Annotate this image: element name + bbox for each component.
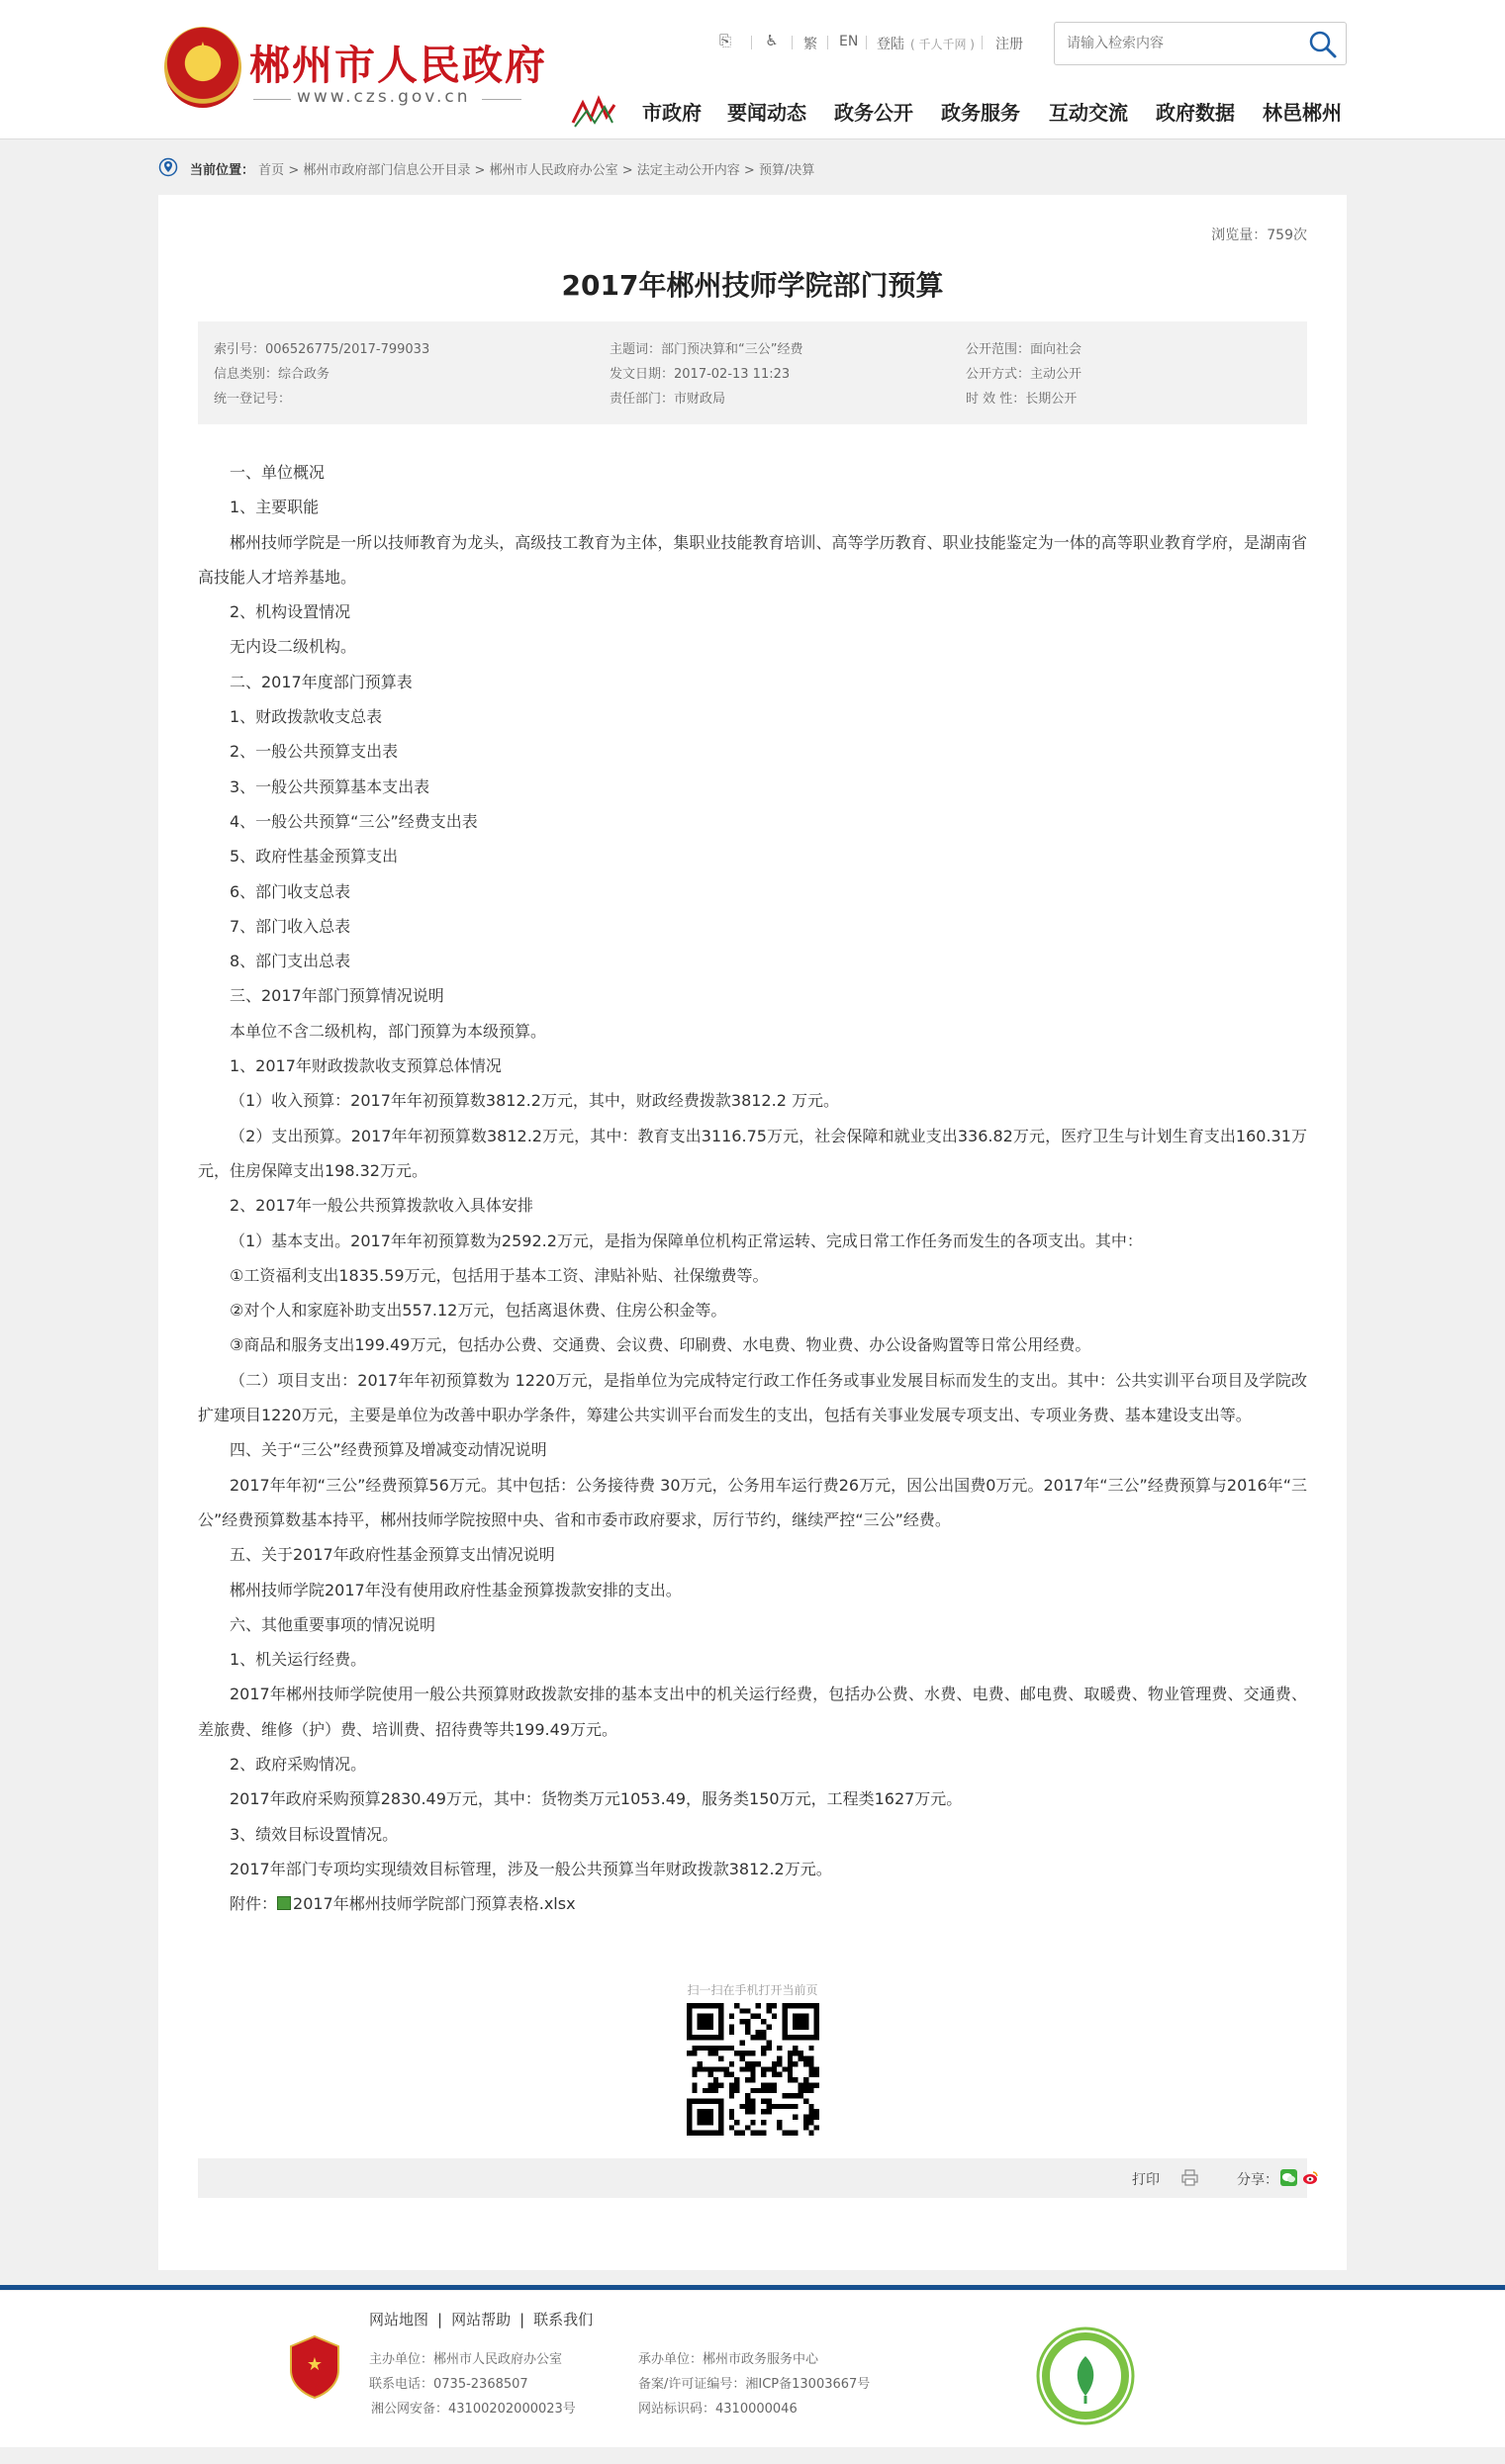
article-paragraph: 2、一般公共预算支出表 (230, 742, 399, 762)
footer-phone: 联系电话：0735-2368507 (369, 2377, 528, 2392)
breadcrumb-separator: > (621, 163, 633, 178)
divider (982, 36, 983, 49)
party-gov-badge-icon[interactable] (287, 2334, 342, 2400)
meta-dept: 责任部门：市财政局 (610, 392, 726, 407)
meta-publish-date: 发文日期：2017-02-13 11:23 (610, 367, 791, 382)
article-paragraph: （1）收入预算：2017年年初预算数3812.2万元，其中，财政经费拨款3812.2 万元。 (230, 1091, 839, 1111)
breadcrumb-separator: > (474, 163, 486, 178)
attachment-label: 附件： (230, 1894, 278, 1914)
nav-gov-affairs-open[interactable]: 政务公开 (834, 101, 913, 125)
divider (751, 36, 752, 49)
article-paragraph: 二、2017年度部门预算表 (230, 672, 413, 691)
breadcrumb-budget[interactable]: 预算/决算 (758, 163, 815, 178)
login-sub-label: ( 千人千网 ) (910, 38, 975, 51)
article-paragraph: 3、绩效目标设置情况。 (230, 1824, 399, 1844)
article-paragraph: 一、单位概况 (230, 463, 326, 482)
breadcrumb-statutory-content[interactable]: 法定主动公开内容 (636, 163, 740, 178)
excel-file-icon (277, 1896, 291, 1910)
accessibility-read-icon[interactable]: ⎘ (718, 32, 731, 49)
article-paragraph: 五、关于2017年政府性基金预算支出情况说明 (230, 1545, 555, 1565)
article-title: 2017年郴州技师学院部门预算 (561, 269, 944, 302)
footer-link-help[interactable]: 网站帮助 (451, 2311, 512, 2328)
breadcrumb-dept-catalog[interactable]: 郴州市政府部门信息公开目录 (303, 163, 471, 178)
article-paragraph: 六、其他重要事项的情况说明 (230, 1614, 436, 1634)
article-paragraph: 3、一般公共预算基本支出表 (230, 776, 430, 796)
breadcrumb-home[interactable]: 首页 (258, 163, 285, 178)
attachment-link[interactable]: 2017年郴州技师学院部门预算表格.xlsx (293, 1894, 576, 1914)
traditional-chinese-link[interactable]: 繁 (803, 37, 817, 52)
divider (482, 99, 521, 100)
article-paragraph: 2017年政府采购预算2830.49万元，其中：货物类万元1053.49，服务类150万元，工程类1627万元。 (230, 1789, 963, 1809)
qr-caption: 扫一扫在手机打开当前页 (687, 1983, 818, 1997)
footer-host: 主办单位：郴州市人民政府办公室 (369, 2352, 563, 2367)
nav-linyi-chenzhou[interactable]: 林邑郴州 (1263, 101, 1342, 125)
article-paragraph: 2017年郴州技师学院使用一般公共预算财政拨款安排的基本支出中的机关运行经费，包括办公费、水费、电费、邮电费、取暖费、物业管理费、交通费、差旅费、维修（护）费、培训费、招待费等共199.49万元。 (198, 1685, 1307, 1739)
meta-validity: 时 效 性：长期公开 (966, 392, 1078, 407)
meta-reg-no: 统一登记号： (214, 392, 292, 407)
header (0, 0, 1505, 139)
article-paragraph: 1、财政拨款收支总表 (230, 707, 383, 727)
article-paragraph: （2）支出预算。2017年年初预算数3812.2万元，其中：教育支出3116.75万元，社会保障和就业支出336.82万元，医疗卫生与计划生育支出160.31万元，住房保障支出198.32万元。 (198, 1126, 1307, 1180)
breadcrumb-label: 当前位置： (190, 163, 255, 178)
article-paragraph: 7、部门收入总表 (230, 916, 351, 936)
footer-undertake: 承办单位：郴州市政务服务中心 (638, 2352, 819, 2367)
article-paragraph: 6、部门收支总表 (230, 881, 351, 901)
divider (827, 36, 828, 49)
svg-text:★: ★ (306, 2354, 324, 2375)
divider (253, 99, 291, 100)
search-input[interactable] (1067, 33, 1294, 54)
nav-city-government[interactable]: 市政府 (642, 101, 702, 125)
article-paragraph: 郴州技师学院是一所以技师教育为龙头，高级技工教育为主体，集职业技能教育培训、高等学历教育、职业技能鉴定为一体的高等职业教育学府，是湖南省高技能人才培养基地。 (198, 532, 1307, 587)
article-body (198, 455, 1307, 1921)
article-paragraph: 4、一般公共预算“三公”经费支出表 (230, 811, 478, 831)
search-box (1054, 22, 1347, 65)
article-paragraph: 四、关于“三公”经费预算及增减变动情况说明 (230, 1440, 547, 1460)
site-url: www.czs.gov.cn (297, 87, 471, 107)
footer (0, 2291, 1505, 2447)
article-paragraph: 1、主要职能 (230, 498, 320, 517)
view-count: 浏览量：759次 (1211, 228, 1307, 243)
share-label: 分享： (1237, 2172, 1278, 2188)
article-paragraph: 2、机构设置情况 (230, 602, 351, 622)
article-paragraph: 无内设二级机构。 (230, 637, 357, 657)
footer-site-code: 网站标识码：4310000046 (638, 2402, 798, 2417)
meta-method: 公开方式：主动公开 (966, 367, 1082, 382)
article-paragraph: 1、机关运行经费。 (230, 1650, 367, 1670)
national-emblem-icon[interactable]: ★ (164, 27, 241, 108)
nav-interaction[interactable]: 互动交流 (1049, 101, 1128, 125)
search-icon[interactable] (1308, 30, 1338, 59)
meta-index-no: 索引号：006526775/2017-799033 (214, 342, 430, 357)
nav-gov-data[interactable]: 政府数据 (1156, 101, 1235, 125)
wheelchair-icon[interactable]: ♿ (765, 32, 779, 49)
share-bar (198, 2158, 1307, 2198)
article-card (158, 195, 1347, 2270)
breadcrumb-separator: > (743, 163, 755, 178)
article-paragraph: 2、政府采购情况。 (230, 1754, 367, 1774)
divider (792, 36, 793, 49)
login-link[interactable]: 登陆 (877, 37, 904, 52)
footer-link-contact[interactable]: 联系我们 (533, 2311, 594, 2328)
printer-icon[interactable] (1181, 2169, 1198, 2186)
article-paragraph: 2017年年初“三公”经费预算56万元。其中包括：公务接待费 30万元，公务用车运行费26万元，因公出国费0万元。2017年“三公”经费预算与2016年“三公”经费预算数基本持平，郴州技师学院按照中央、省和市委市政府要求，厉行节约，继续严控“三公”经费。 (198, 1475, 1307, 1529)
article-paragraph: ②对个人和家庭补助支出557.12万元，包括离退休费、住房公积金等。 (230, 1301, 727, 1321)
article-paragraph: 三、2017年部门预算情况说明 (230, 986, 444, 1006)
attachment-line (198, 1886, 1307, 1921)
footer-police-record[interactable]: 湘公网安备：43100202000023号 (371, 2402, 576, 2417)
divider (866, 36, 867, 49)
weibo-icon[interactable] (1302, 2169, 1319, 2186)
qr-code-icon (687, 2003, 819, 2136)
article-paragraph: ①工资福利支出1835.59万元，包括用于基本工资、津贴补贴、社保缴费等。 (230, 1265, 769, 1285)
breadcrumb-gov-office[interactable]: 郴州市人民政府办公室 (489, 163, 618, 178)
print-button[interactable]: 打印 (1132, 2172, 1160, 2188)
footer-divider (0, 2285, 1505, 2290)
article-paragraph: （1）基本支出。2017年年初预算数为2592.2万元，是指为保障单位机构正常运转、完成日常工作任务而发生的各项支出。其中： (230, 1231, 1143, 1250)
footer-links: 网站地图 | 网站帮助 | 联系我们 (369, 2311, 594, 2328)
article-paragraph: 本单位不含二级机构，部门预算为本级预算。 (230, 1021, 547, 1041)
article-paragraph: 5、政府性基金预算支出 (230, 847, 399, 867)
article-paragraph: 2、2017年一般公共预算拨款收入具体安排 (230, 1196, 533, 1216)
nav-gov-services[interactable]: 政务服务 (941, 101, 1020, 125)
footer-bottom-strip (0, 2447, 1505, 2464)
article-paragraph: 2017年部门专项均实现绩效目标管理，涉及一般公共预算当年财政拨款3812.2万元。 (230, 1859, 832, 1878)
article-paragraph: ③商品和服务支出199.49万元，包括办公费、交通费、会议费、印刷费、水电费、物业费、办公设备购置等日常公用经费。 (230, 1335, 1091, 1355)
meta-info-type: 信息类别：综合政务 (214, 367, 330, 382)
site-title[interactable]: 郴州市人民政府 (249, 42, 547, 89)
wechat-icon[interactable] (1280, 2169, 1297, 2186)
civilization-city-badge-icon[interactable] (1036, 2327, 1135, 2425)
meta-scope: 公开范围：面向社会 (966, 342, 1082, 357)
article-paragraph: （二）项目支出：2017年年初预算数为 1220万元，是指单位为完成特定行政工作任务或事业发展目标而发生的支出。其中：公共实训平台项目及学院改扩建项目1220万元，主要是单位为改善中职办学条件，筹建公共实训平台而发生的支出，包括有关事业发展专项支出、专项业务费、基本建设支出等。 (198, 1370, 1307, 1425)
city-logo-icon (569, 93, 618, 131)
meta-subject: 主题词：部门预决算和“三公”经费 (610, 342, 803, 357)
location-pin-icon (158, 157, 178, 177)
footer-icp[interactable]: 备案/许可证编号：湘ICP备13003667号 (638, 2377, 871, 2392)
register-link[interactable]: 注册 (995, 37, 1023, 52)
footer-link-sitemap[interactable]: 网站地图 (369, 2311, 429, 2328)
english-link[interactable]: EN (839, 34, 859, 49)
nav-news[interactable]: 要闻动态 (727, 101, 806, 125)
breadcrumb (158, 156, 1346, 180)
breadcrumb-separator: > (288, 163, 300, 178)
article-meta (198, 321, 1307, 424)
article-paragraph: 8、部门支出总表 (230, 952, 351, 971)
article-paragraph: 郴州技师学院2017年没有使用政府性基金预算拨款安排的支出。 (230, 1580, 682, 1599)
article-paragraph: 1、2017年财政拨款收支预算总体情况 (230, 1056, 502, 1076)
